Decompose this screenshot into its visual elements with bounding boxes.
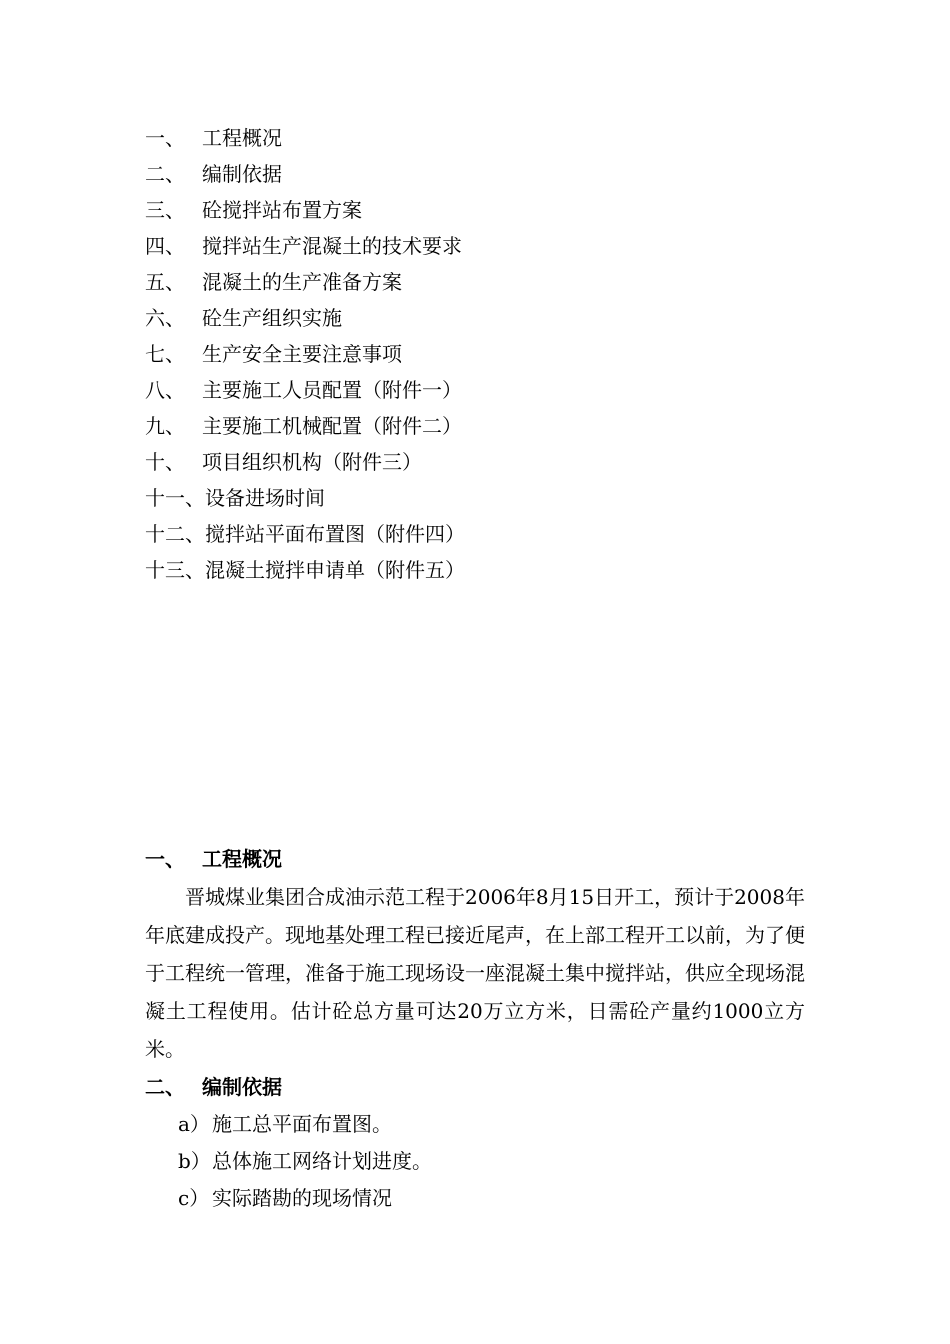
section-number: 二、: [145, 1075, 185, 1099]
toc-number: 九、: [145, 414, 185, 438]
document-body: [145, 840, 805, 1217]
list-item-label: c）: [178, 1186, 210, 1210]
section-heading: [145, 840, 805, 878]
toc-number: 十一、: [145, 486, 205, 510]
toc-title: 设备进场时间: [205, 486, 325, 510]
section-title: 工程概况: [202, 847, 282, 871]
toc-number: 三、: [145, 198, 185, 222]
toc-item: [145, 192, 465, 228]
toc-title: 砼生产组织实施: [202, 306, 342, 330]
toc-item: [145, 336, 465, 372]
toc-item: [145, 408, 465, 444]
section-heading: [145, 1068, 805, 1106]
toc-item: [145, 264, 465, 300]
list-item: [145, 1106, 805, 1143]
toc-number: 一、: [145, 126, 185, 150]
toc-number: 十二、: [145, 522, 205, 546]
toc-item: [145, 120, 465, 156]
list-item: [145, 1143, 805, 1180]
toc-number: 四、: [145, 234, 185, 258]
toc-title: 工程概况: [202, 126, 282, 150]
toc-title: 搅拌站生产混凝土的技术要求: [202, 234, 462, 258]
toc-title: 主要施工机械配置（附件二）: [202, 414, 462, 438]
toc-title: 混凝土的生产准备方案: [202, 270, 402, 294]
toc-item: [145, 444, 465, 480]
toc-item: [145, 552, 465, 588]
toc-number: 十三、: [145, 558, 205, 582]
section-number: 一、: [145, 847, 185, 871]
list-item: [145, 1180, 805, 1217]
toc-number: 八、: [145, 378, 185, 402]
list-item-text: 施工总平面布置图。: [212, 1112, 392, 1136]
toc-item: [145, 516, 465, 552]
toc-title: 编制依据: [202, 162, 282, 186]
toc-number: 六、: [145, 306, 185, 330]
toc-item: [145, 480, 465, 516]
toc-title: 砼搅拌站布置方案: [202, 198, 362, 222]
toc-title: 搅拌站平面布置图（附件四）: [205, 522, 465, 546]
toc-title: 混凝土搅拌申请单（附件五）: [205, 558, 465, 582]
toc-number: 十、: [145, 450, 185, 474]
toc-item: [145, 372, 465, 408]
toc-number: 五、: [145, 270, 185, 294]
table-of-contents: [145, 120, 465, 588]
toc-number: 二、: [145, 162, 185, 186]
section-title: 编制依据: [202, 1075, 282, 1099]
toc-item: [145, 300, 465, 336]
toc-title: 生产安全主要注意事项: [202, 342, 402, 366]
section-paragraph: 晋城煤业集团合成油示范工程于2006年8月15日开工，预计于2008年年底建成投产。现地基处理工程已接近尾声，在上部工程开工以前，为了便于工程统一管理，准备于施工现场设一座混凝土集中搅拌站，供应全现场混凝土工程使用。估计砼总方量可达20万立方米，日需砼产量约1000立方米。: [145, 885, 805, 1061]
toc-number: 七、: [145, 342, 185, 366]
toc-item: [145, 228, 465, 264]
toc-title: 项目组织机构（附件三）: [202, 450, 422, 474]
toc-item: [145, 156, 465, 192]
list-item-label: a）: [178, 1112, 210, 1136]
list-item-text: 总体施工网络计划进度。: [212, 1149, 432, 1173]
list-item-text: 实际踏勘的现场情况: [212, 1186, 392, 1210]
toc-title: 主要施工人员配置（附件一）: [202, 378, 462, 402]
list-item-label: b）: [178, 1149, 211, 1173]
